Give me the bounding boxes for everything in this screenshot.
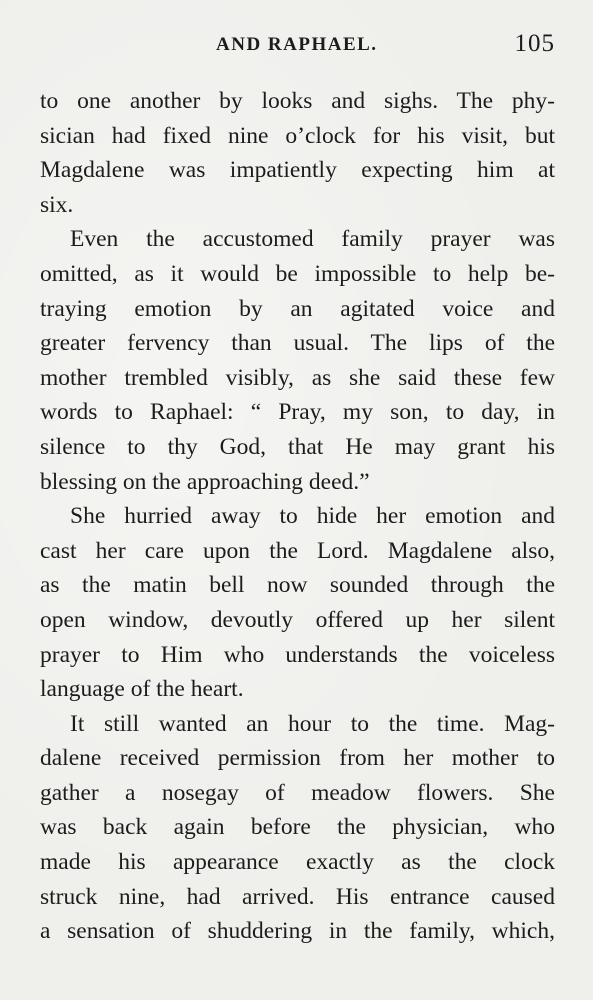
running-title: AND RAPHAEL. — [216, 34, 378, 55]
page-number: 105 — [514, 30, 555, 57]
running-head — [40, 30, 555, 60]
text-line: She hurried away to hide her emotion and — [70, 503, 555, 530]
text-line: dalene received permission from her mother to — [40, 745, 555, 772]
text-line: six. — [40, 191, 74, 218]
text-line: was back again before the physician, who — [40, 814, 555, 841]
text-line: a sensation of shuddering in the family, which, — [40, 918, 555, 945]
text-line: silence to thy God, that He may grant his — [40, 433, 555, 460]
text-line: traying emotion by an agitated voice and — [40, 295, 555, 322]
text-line: cast her care upon the Lord. Magdalene also, — [40, 537, 555, 564]
text-line: made his appearance exactly as the clock — [40, 849, 555, 876]
text-line: prayer to Him who understands the voiceless — [40, 641, 555, 668]
text-line: words to Raphael: “ Pray, my son, to day, in — [40, 399, 555, 426]
text-line: open window, devoutly offered up her silent — [40, 606, 555, 633]
text-line: omitted, as it would be impossible to help be- — [40, 260, 555, 287]
text-line: gather a nosegay of meadow flowers. She — [40, 779, 555, 806]
text-line: sician had fixed nine o’clock for his visit, but — [40, 122, 555, 149]
text-line: Even the accustomed family prayer was — [70, 226, 555, 253]
text-line: Magdalene was impatiently expecting him at — [40, 157, 555, 184]
body-text — [40, 84, 555, 949]
text-line: language of the heart. — [40, 676, 244, 703]
text-line: as the matin bell now sounded through the — [40, 572, 555, 599]
text-line: It still wanted an hour to the time. Mag- — [70, 710, 555, 737]
text-line: struck nine, had arrived. His entrance caused — [40, 883, 555, 910]
text-line: greater fervency than usual. The lips of the — [40, 330, 555, 357]
text-line: blessing on the approaching deed.” — [40, 468, 370, 495]
text-line: to one another by looks and sighs. The phy- — [40, 88, 555, 114]
text-line: mother trembled visibly, as she said these few — [40, 364, 555, 391]
